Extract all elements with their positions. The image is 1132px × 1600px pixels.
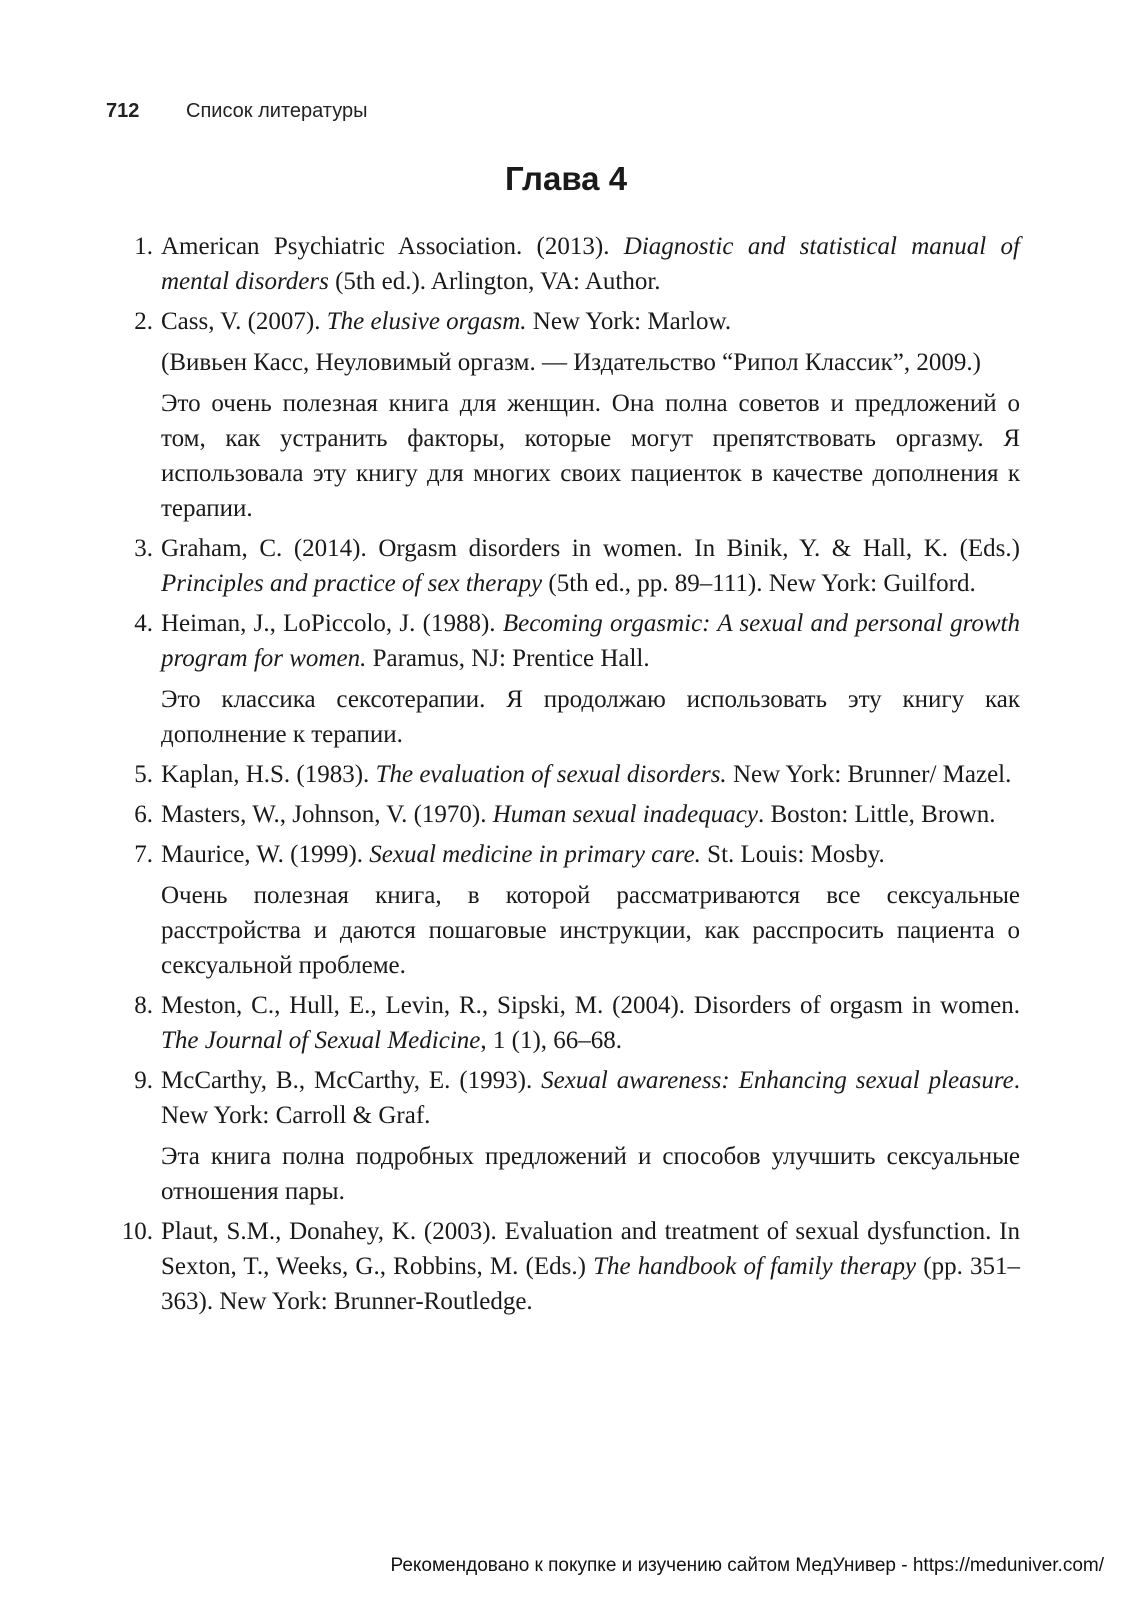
reference-citation <box>161 229 1020 299</box>
footer-watermark: Рекомендовано к покупке и изучению сайтом МедУнивер - https://meduniver.com/ <box>390 1555 1104 1576</box>
citation-text: Graham, C. (2014). Orgasm disorders in women. In Binik, Y. & Hall, K. (Eds.) <box>161 535 1020 562</box>
reference-item <box>106 606 1020 752</box>
reference-annotation: Это очень полезная книга для женщин. Она полна советов и предложений о том, как устранить факторы, которые могут препятствовать оргазму. Я использовала эту книгу для многих своих пациенток в качестве дополнения к терапии. <box>161 390 1020 522</box>
reference-number: 9. <box>134 1067 153 1094</box>
reference-citation <box>161 837 1020 872</box>
citation-text: (5th ed., pp. 89–111). New York: Guilford. <box>542 570 976 597</box>
reference-number: 4. <box>134 610 153 637</box>
citation-text: . New York: Carroll & Graf. <box>161 1067 1020 1129</box>
citation-title: The Journal of Sexual Medicine <box>161 1027 481 1054</box>
reference-number: 3. <box>134 535 153 562</box>
reference-number: 10. <box>121 1218 153 1245</box>
citation-text: Cass, V. (2007). <box>161 308 327 335</box>
running-header <box>106 100 367 123</box>
citation-text: Kaplan, H.S. (1983). <box>161 761 376 788</box>
citation-text: . Boston: Little, Brown. <box>757 801 996 828</box>
reference-item <box>106 1214 1020 1319</box>
reference-body <box>161 304 1020 526</box>
citation-title: The elusive orgasm. <box>326 308 527 335</box>
reference-number: 2. <box>134 308 153 335</box>
citation-text: St. Louis: Mosby. <box>700 841 885 868</box>
citation-text: McCarthy, B., McCarthy, E. (1993). <box>161 1067 542 1094</box>
citation-text: New York: Marlow. <box>526 308 732 335</box>
reference-citation <box>161 1214 1020 1319</box>
reference-number: 5. <box>134 761 153 788</box>
reference-body <box>161 1214 1020 1319</box>
reference-annotation: (Вивьен Касс, Неуловимый оргазм. — Издательство “Рипол Классик”, 2009.) <box>161 349 981 376</box>
citation-title: Human sexual inadequacy <box>492 801 758 828</box>
citation-text: American Psychiatric Association. (2013). <box>161 233 624 260</box>
reference-citation <box>161 304 1020 339</box>
reference-citation <box>161 757 1020 792</box>
reference-item <box>106 531 1020 601</box>
reference-annotation: Очень полезная книга, в которой рассматриваются все сексуальные расстройства и даются пошаговые инструкции, как расспросить пациента о сексуальной проблеме. <box>161 882 1020 979</box>
reference-number: 8. <box>134 992 153 1019</box>
reference-item <box>106 229 1020 299</box>
reference-body <box>161 837 1020 983</box>
reference-item <box>106 837 1020 983</box>
reference-number: 7. <box>134 841 153 868</box>
reference-body <box>161 606 1020 752</box>
reference-citation <box>161 1063 1020 1133</box>
reference-item <box>106 757 1020 792</box>
chapter-title: Глава 4 <box>504 160 628 197</box>
reference-number: 1. <box>134 233 153 260</box>
citation-text: , 1 (1), 66–68. <box>480 1027 623 1054</box>
reference-item <box>106 304 1020 526</box>
reference-item <box>106 1063 1020 1209</box>
reference-body <box>161 531 1020 601</box>
citation-text: Meston, C., Hull, E., Levin, R., Sipski, M. (2004). Disorders of orgasm in women. <box>161 992 1020 1019</box>
reference-body <box>161 757 1020 792</box>
citation-text: Plaut, S.M., Donahey, K. (2003). Evaluation and treatment of sexual dysfunction. In Sexton, T., Weeks, G., Robbins, M. (Eds.) <box>161 1218 1020 1280</box>
reference-list <box>106 229 1020 1324</box>
reference-item <box>106 797 1020 832</box>
reference-annotation: Эта книга полна подробных предложений и способов улучшить сексуальные отношения пары. <box>161 1143 1020 1205</box>
citation-text: Maurice, W. (1999). <box>161 841 370 868</box>
page-number: 712 <box>106 100 140 122</box>
reference-citation <box>161 606 1020 676</box>
reference-citation <box>161 988 1020 1058</box>
citation-title: Diagnostic and statistical manual of mental disorders <box>161 233 1020 295</box>
citation-text: Paramus, NJ: Prentice Hall. <box>366 645 650 672</box>
citation-title: The handbook of family therapy <box>593 1253 917 1280</box>
citation-text: Heiman, J., LoPiccolo, J. (1988). <box>161 610 503 637</box>
reference-number: 6. <box>134 801 153 828</box>
reference-annotation: Это классика сексотерапии. Я продолжаю использовать эту книгу как дополнение к терапии. <box>161 686 1020 748</box>
citation-text: (5th ed.). Arlington, VA: Author. <box>328 268 661 295</box>
citation-text: (pp. 351–363). New York: Brunner-Routledge. <box>161 1253 1020 1315</box>
citation-title: Principles and practice of sex therapy <box>161 570 543 597</box>
citation-text: Masters, W., Johnson, V. (1970). <box>161 801 493 828</box>
citation-text: New York: Brunner/ Mazel. <box>726 761 1012 788</box>
reference-body <box>161 229 1020 299</box>
citation-title: Sexual awareness: Enhancing sexual pleasure <box>541 1067 1014 1094</box>
reference-citation <box>161 797 1020 832</box>
running-title: Список литературы <box>186 100 368 122</box>
reference-body <box>161 797 1020 832</box>
reference-body <box>161 1063 1020 1209</box>
citation-title: The evaluation of sexual disorders. <box>375 761 727 788</box>
reference-citation <box>161 531 1020 601</box>
citation-title: Sexual medicine in primary care. <box>369 841 701 868</box>
reference-body <box>161 988 1020 1058</box>
citation-title: Becoming orgasmic: A sexual and personal growth program for women. <box>161 610 1020 672</box>
reference-item <box>106 988 1020 1058</box>
